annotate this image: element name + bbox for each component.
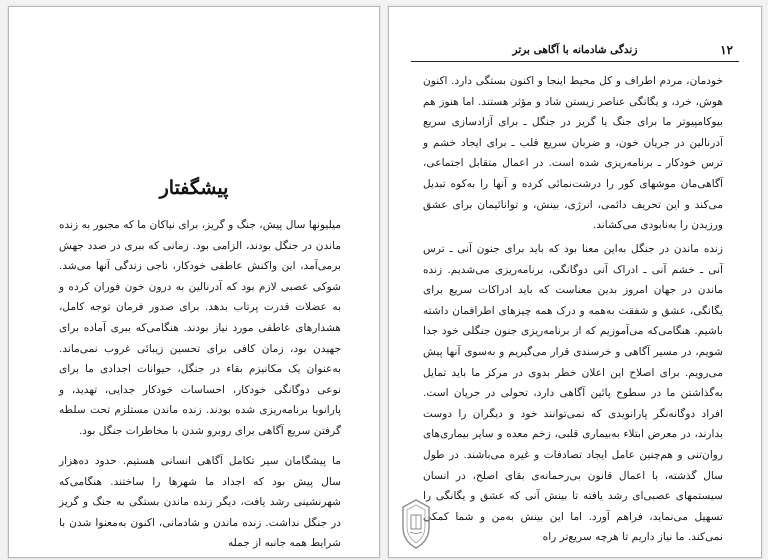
left-paragraph-2 <box>59 451 341 554</box>
paragraph-text: ما پیشگامان سیر تکامل آگاهی انسانی هستیم. حدود ده‌هزار سال پیش بود که اجداد ما شهرها را ساختند. هنگامی‌که شهرنشینی رشد یافت، دیگر زنده ماندن بستگی به جنگ و گریز در جنگل نداشت. زنده ماندن و شادمانی، اکنون به‌معنوا شدن با شرایط همه جانبه از جمله <box>59 455 341 550</box>
paragraph-text: زنده ماندن در جنگل به‌این معنا بود که باید برای جنون آنی ـ ترس آنی ـ خشم آنی ـ ادراک آنی دوگانگی، برنامه‌ریزی می‌شدیم. زنده ماندن در جهان امروز بدین معناست که باید ادراکات سریع برای یگانگی، عشق و شفقت به‌همه و درک همه چیزهای اطرافمان داشته باشیم. هنگامی‌که می‌آموزیم که از برنامه‌ریزی جنون جنگلی خود جدا شویم، در مسیر آگاهی و خرسندی قرار می‌گیریم و به‌سوی آنها پیش می‌رویم. برای اصلاح این اعلان خطر بدوی در مرکز ما باید تمایل به‌گذاشتن ما در سطوح پائین آگاهی دارد، تحولی در جریان است. افراد دوگانه‌نگر پارانویدی که نمی‌توانند خود و دیگران را دوست بدارند، در معرض ابتلاء به‌بیماری قلبی، زخم معده و سایر بیماری‌های روان‌تنی و هم‌چنین عامل ایجاد تصادفات و غیره می‌باشند. در طول سال گذشته، با اعمال قانون بی‌رحمانه‌ی بقای اصلح، در انسان سیستمهای عصبی‌ای رشد یافته تا بینش آنی که عشق و یگانگی را تسهیل می‌نماید، فراهم آورد. اما این بینش به‌من و شما کمکی نمی‌کند. ما نیاز داریم تا هرچه سریع‌تر راه <box>423 243 723 544</box>
left-paragraph-1 <box>59 215 341 442</box>
left-page <box>8 6 380 558</box>
running-header <box>411 43 739 62</box>
paragraph-text: خودمان، مردم اطراف و کل محیط اینجا و اکنون بستگی دارد. اکنون هوش، خرد، و یگانگی عناصر زیستن شاد و مؤثر هستند. اما هنوز هم بیوکامپیوتر ما برای جنگ یا گریز در جنگل ـ برای آزادسازی سریع آدرنالین در جریان خون، و ضربان سریع قلب ـ برای ایجاد خشم و ترس خودکار ـ برنامه‌ریزی شده است. در اعمال متقابل اجتماعی، آگاهی‌مان موشهای کور را درشت‌نمائی کرده و آنها را به‌کوه تبدیل می‌کند و این تحریف دائمی، انرژی، بینش، و توانائیمان برای عشق ورزیدن را به‌نابودی می‌کشاند. <box>423 75 723 232</box>
right-paragraph-1 <box>423 71 723 236</box>
right-paragraph-2 <box>423 239 723 548</box>
page-number: ۱۲ <box>720 43 733 57</box>
running-title: زندگی شادمانه با آگاهی برتر <box>512 44 638 56</box>
right-page <box>388 6 762 558</box>
library-stamp-icon <box>399 499 433 549</box>
chapter-title: پیشگفتار <box>159 177 229 199</box>
paragraph-text: میلیونها سال پیش، جنگ و گریز، برای نیاکان ما که مجبور به زنده ماندن در جنگل بودند، الزامی بود. زمانی که ببری در صدد جهش برمی‌آمد، این واکنش عاطفی خودکار، ناجی زندگی آنها می‌شد. شوکی عصبی لازم بود که آدرنالین به درون خون فوران کرده و به عضلات قدرت پرتاب بدهد. برای صدور فرمان توجه کامل، هشدارهای عاطفی مورد نیاز بودند. هنگامی‌که ببری آماده برای جهیدن بود، زمان کافی برای تحسین زیبائی غروب نمی‌ماند. به‌عنوان یک مکانیزم بقاء در جنگل، حیوانات اجدادی ما برای نوعی دوگانگی خودکار، احساسات خودکار جدایی، تهدید، و پارانویا برنامه‌ریزی شده بودند. زنده ماندن مستلزم تحت سلطه گرفتن سریع آگاهی برای روبرو شدن با مخاطرات جنگل بود. <box>58 219 341 437</box>
